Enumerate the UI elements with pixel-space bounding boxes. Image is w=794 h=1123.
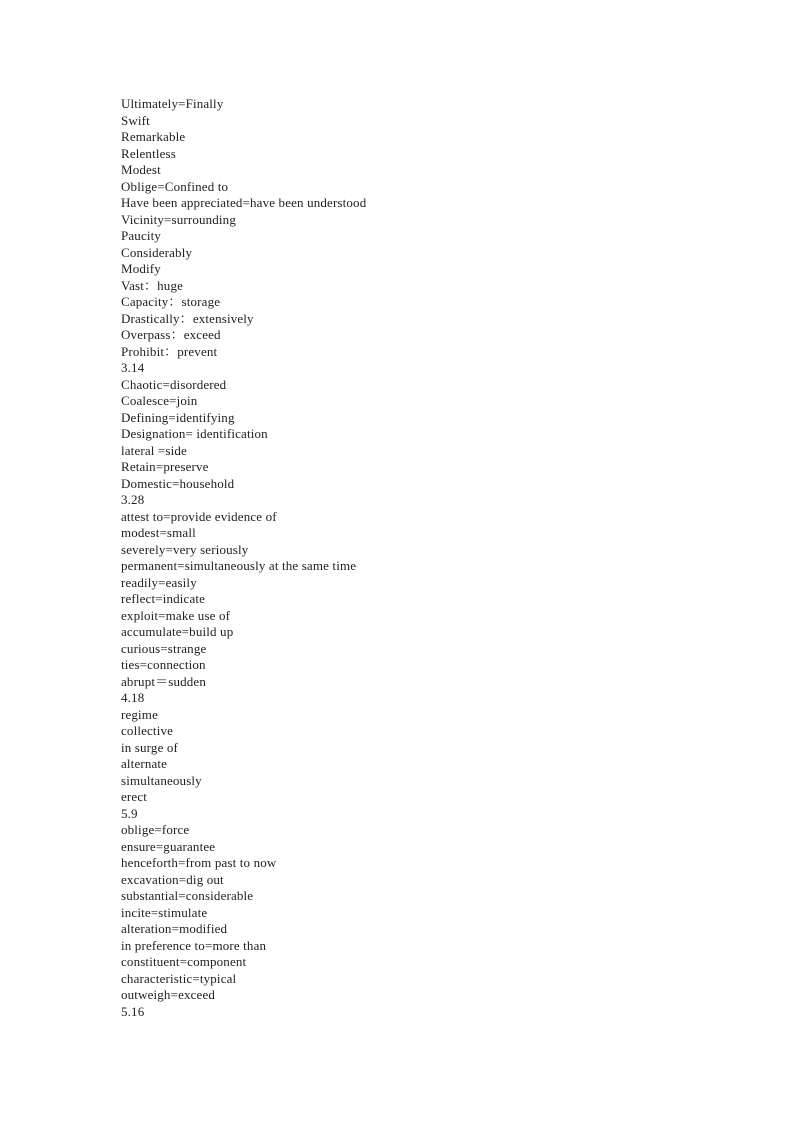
vocabulary-line: Ultimately=Finally xyxy=(121,96,224,111)
vocabulary-line: Modify xyxy=(121,261,161,276)
vocabulary-line: erect xyxy=(121,789,148,804)
vocabulary-line: Overpass：exceed xyxy=(121,327,221,342)
vocabulary-line: Capacity：storage xyxy=(121,294,221,309)
vocabulary-line: collective xyxy=(121,723,174,738)
vocabulary-line: constituent=component xyxy=(121,954,247,969)
vocabulary-line: simultaneously xyxy=(121,772,202,788)
vocabulary-line: Oblige=Confined to xyxy=(121,178,229,194)
vocabulary-line: Chaotic=disordered xyxy=(121,376,227,392)
vocabulary-line: Paucity xyxy=(121,228,162,243)
vocabulary-line: lateral =side xyxy=(121,442,187,458)
vocabulary-line: 5.9 xyxy=(121,805,138,821)
vocabulary-line: 3.14 xyxy=(121,360,145,375)
vocabulary-line: Relentless xyxy=(121,145,176,161)
vocabulary-line: Swift xyxy=(121,112,150,128)
vocabulary-line: accumulate=build up xyxy=(121,624,234,639)
vocabulary-line: Prohibit：prevent xyxy=(121,343,218,359)
vocabulary-line: Considerably xyxy=(121,244,193,260)
vocabulary-line: oblige=force xyxy=(121,822,190,837)
vocabulary-line: Designation= identification xyxy=(121,426,268,441)
vocabulary-line: Defining=identifying xyxy=(121,409,235,425)
vocabulary-line: 5.16 xyxy=(121,1003,145,1019)
vocabulary-line: characteristic=typical xyxy=(121,970,237,986)
vocabulary-line: 4.18 xyxy=(121,690,145,705)
vocabulary-line: incite=stimulate xyxy=(121,904,208,920)
vocabulary-line: exploit=make use of xyxy=(121,607,231,623)
vocabulary-line: Vast：huge xyxy=(121,277,184,293)
vocabulary-line: attest to=provide evidence of xyxy=(121,508,277,524)
vocabulary-line: curious=strange xyxy=(121,640,207,656)
vocabulary-line: ensure=guarantee xyxy=(121,838,216,854)
vocabulary-line: abrupt＝sudden xyxy=(121,673,206,689)
vocabulary-line: severely=very seriously xyxy=(121,541,249,557)
vocabulary-line: 3.28 xyxy=(121,492,145,507)
vocabulary-list xyxy=(121,96,366,1020)
vocabulary-line: permanent=simultaneously at the same time xyxy=(121,558,357,573)
vocabulary-line: modest=small xyxy=(121,525,196,540)
vocabulary-line: in surge of xyxy=(121,739,179,755)
vocabulary-line: Modest xyxy=(121,162,161,177)
vocabulary-line: Retain=preserve xyxy=(121,459,209,474)
vocabulary-line: Vicinity=surrounding xyxy=(121,211,236,227)
vocabulary-line: alternate xyxy=(121,756,168,771)
vocabulary-line: substantial=considerable xyxy=(121,888,254,903)
vocabulary-line: Remarkable xyxy=(121,129,186,144)
vocabulary-line: Drastically：extensively xyxy=(121,310,254,326)
vocabulary-line: excavation=dig out xyxy=(121,871,224,887)
vocabulary-line: in preference to=more than xyxy=(121,937,267,953)
vocabulary-line: Have been appreciated=have been understood xyxy=(121,195,367,210)
vocabulary-line: reflect=indicate xyxy=(121,591,206,606)
vocabulary-line: ties=connection xyxy=(121,657,206,672)
vocabulary-line: Coalesce=join xyxy=(121,393,198,408)
vocabulary-line: readily=easily xyxy=(121,574,197,590)
vocabulary-line: Domestic=household xyxy=(121,475,235,491)
vocabulary-line: regime xyxy=(121,706,158,722)
vocabulary-line: outweigh=exceed xyxy=(121,987,216,1002)
vocabulary-line: alteration=modified xyxy=(121,921,228,936)
vocabulary-line: henceforth=from past to now xyxy=(121,855,277,870)
